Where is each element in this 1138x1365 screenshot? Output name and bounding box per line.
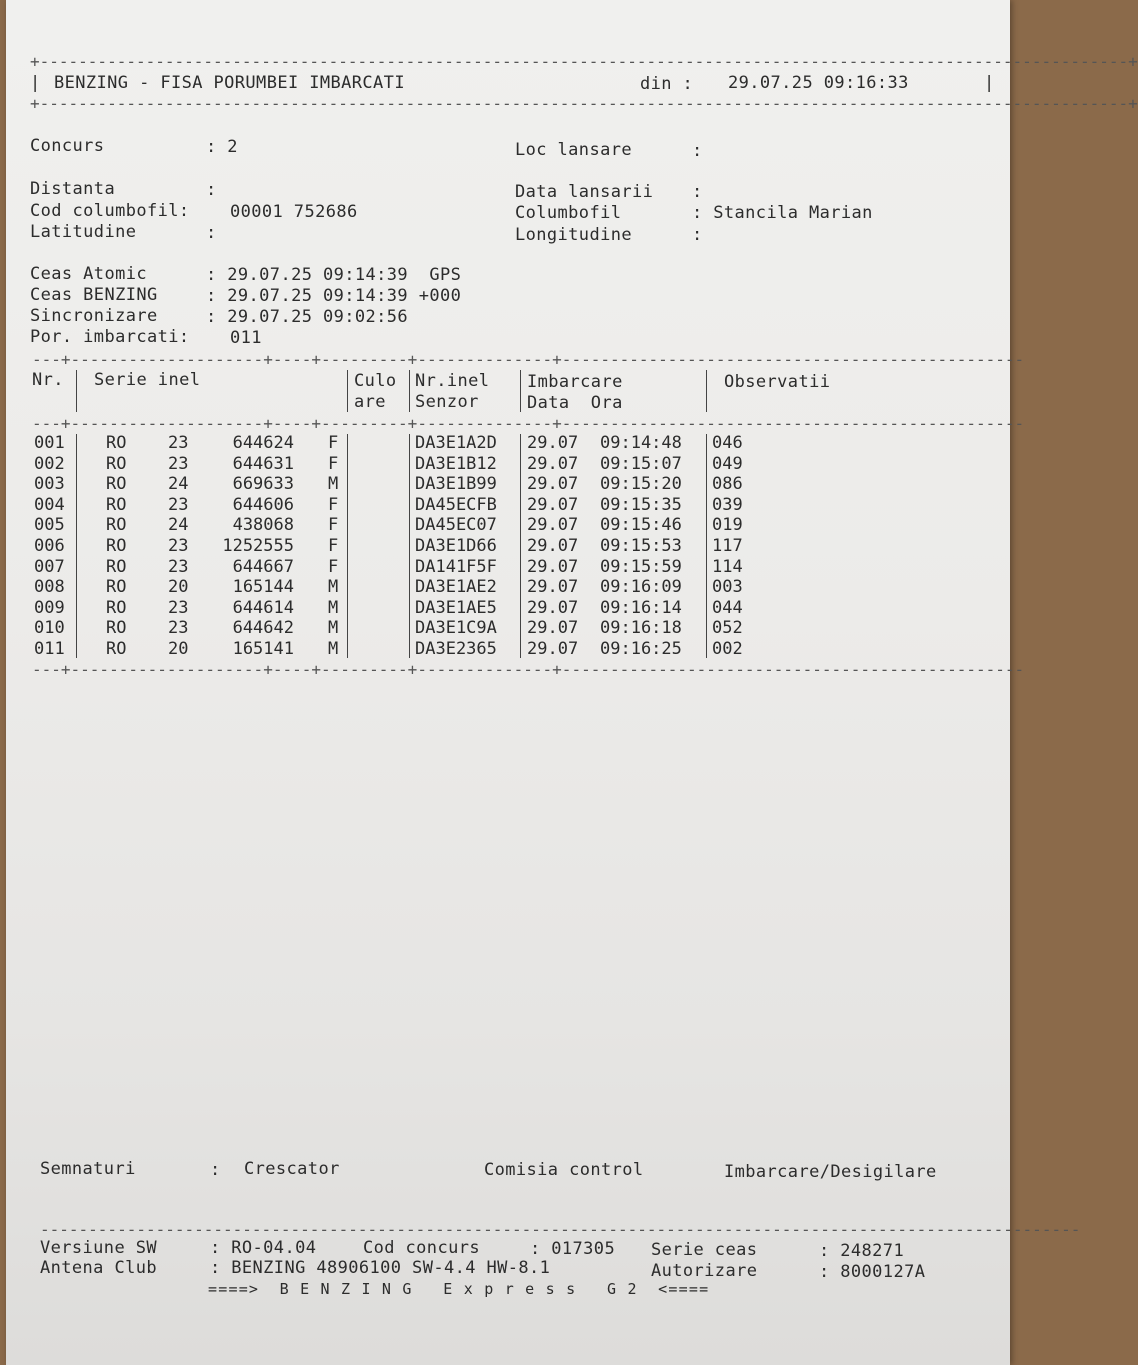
row-an: 23 — [168, 433, 189, 453]
row-senzor: DA3E1C9A — [415, 618, 497, 639]
row-observatii: 086 — [712, 474, 743, 495]
row-sex: F — [328, 536, 339, 556]
row-ora: 09:15:07 — [600, 453, 682, 474]
autorizare-label: Autorizare — [651, 1261, 758, 1281]
ceas-benzing-value: : 29.07.25 09:14:39 +000 — [206, 286, 462, 306]
row-an: 24 — [168, 515, 189, 536]
concurs-label: Concurs — [30, 136, 105, 156]
data-lansarii-value: : — [692, 182, 703, 202]
row-an: 23 — [168, 536, 189, 556]
din-timestamp: 29.07.25 09:16:33 — [728, 73, 909, 93]
row-senzor: DA3E1D66 — [415, 536, 497, 556]
row-observatii: 049 — [712, 453, 743, 474]
row-an: 20 — [168, 639, 189, 659]
footer-rule: ------------------------------------------------------------------------------------------------------------ — [40, 1220, 1081, 1239]
header-border-bottom: +-----------------------------------------------------------------------------------------------------------------+ — [30, 94, 1138, 113]
row-data: 29.07 — [527, 597, 579, 618]
row-observatii: 019 — [712, 515, 743, 536]
header-culoare-1: Culo — [354, 371, 397, 391]
row-ora: 09:15:35 — [600, 494, 682, 515]
autorizare-value: : 8000127A — [819, 1262, 926, 1282]
header-serie-inel: Serie inel — [94, 370, 201, 390]
col-sep-culoare — [409, 370, 410, 412]
col-sep-imbarcare — [706, 370, 707, 412]
row-nr: 010 — [34, 618, 65, 639]
row-data: 29.07 — [527, 639, 579, 659]
header-imbarcare-1: Imbarcare — [527, 372, 623, 392]
row-sex: F — [328, 433, 339, 453]
col-sep-nr-body — [76, 434, 77, 658]
row-nr: 002 — [34, 453, 65, 474]
latitudine-label: Latitudine — [30, 222, 137, 242]
row-an: 23 — [168, 597, 189, 618]
table-rule-bottom: ---+--------------------+----+---------+--------------+------------------------------------------------ — [32, 660, 1025, 679]
row-ora: 09:16:18 — [600, 618, 682, 639]
header-nr-inel-1: Nr.inel — [415, 371, 490, 391]
row-senzor: DA45ECFB — [415, 494, 497, 515]
row-data: 29.07 — [527, 433, 579, 453]
benzing-express-brand-line: ====> B E N Z I N G E x p r e s s G 2 <==== — [208, 1280, 710, 1298]
versiune-sw-label: Versiune SW — [40, 1238, 157, 1258]
header-observatii: Observatii — [724, 372, 831, 392]
row-senzor: DA3E1AE5 — [415, 597, 497, 618]
row-nr: 001 — [34, 433, 65, 453]
row-sex: F — [328, 515, 339, 536]
row-serie: 165141 — [232, 639, 294, 659]
row-tara: RO — [106, 639, 127, 659]
row-tara: RO — [106, 577, 127, 598]
header-nr: Nr. — [32, 370, 64, 390]
row-tara: RO — [106, 536, 127, 556]
row-serie: 644614 — [232, 597, 294, 618]
row-ora: 09:14:48 — [600, 433, 682, 453]
row-data: 29.07 — [527, 618, 579, 639]
por-imbarcati-label: Por. imbarcati: — [30, 327, 190, 347]
row-serie: 644631 — [232, 453, 294, 474]
header-right-bar: | — [984, 73, 995, 93]
col-sep-serie — [347, 370, 348, 412]
row-nr: 007 — [34, 556, 65, 577]
header-imbarcare-2: Data Ora — [527, 393, 623, 413]
longitudine-label: Longitudine — [515, 225, 632, 245]
row-serie: 438068 — [232, 515, 294, 536]
row-senzor: DA3E1A2D — [415, 433, 497, 453]
antena-club-value: : BENZING 48906100 SW-4.4 HW-8.1 — [210, 1258, 551, 1278]
row-nr: 008 — [34, 577, 65, 598]
sincronizare-label: Sincronizare — [30, 306, 158, 326]
printout-paper — [6, 0, 1138, 1365]
row-serie: 644624 — [232, 433, 294, 453]
row-nr: 005 — [34, 515, 65, 536]
longitudine-value: : — [692, 225, 703, 245]
din-label: din : — [640, 74, 694, 94]
row-nr: 011 — [34, 639, 65, 659]
row-sex: M — [328, 597, 339, 618]
distanta-label: Distanta — [30, 179, 116, 199]
row-data: 29.07 — [527, 556, 579, 577]
row-tara: RO — [106, 515, 127, 536]
row-serie: 644642 — [232, 618, 294, 639]
document-title: BENZING - FISA PORUMBEI IMBARCATI — [54, 73, 405, 93]
table-rule-top: ---+--------------------+----+---------+--------------+------------------------------------------------ — [32, 350, 1025, 369]
row-nr: 003 — [34, 474, 65, 495]
col-sep-culoare-body — [409, 434, 410, 658]
row-data: 29.07 — [527, 515, 579, 536]
row-tara: RO — [106, 597, 127, 618]
row-observatii: 117 — [712, 536, 743, 556]
row-sex: M — [328, 474, 339, 495]
row-sex: M — [328, 618, 339, 639]
semnaturi-sep: : — [210, 1160, 221, 1180]
signature-imbarcare-desigilare: Imbarcare/Desigilare — [724, 1162, 937, 1182]
loc-lansare-value: : — [692, 141, 703, 161]
row-data: 29.07 — [527, 577, 579, 598]
row-an: 23 — [168, 618, 189, 639]
row-sex: F — [328, 453, 339, 474]
row-sex: F — [328, 494, 339, 515]
header-culoare-2: are — [354, 392, 386, 412]
row-senzor: DA3E1B99 — [415, 474, 497, 495]
row-serie: 165144 — [232, 577, 294, 598]
row-tara: RO — [106, 453, 127, 474]
row-ora: 09:15:46 — [600, 515, 682, 536]
row-observatii: 003 — [712, 577, 743, 598]
row-observatii: 039 — [712, 494, 743, 515]
col-sep-imbarcare-body — [706, 434, 707, 658]
row-ora: 09:16:14 — [600, 597, 682, 618]
row-ora: 09:15:59 — [600, 556, 682, 577]
row-observatii: 052 — [712, 618, 743, 639]
row-sex: M — [328, 639, 339, 659]
row-an: 23 — [168, 494, 189, 515]
row-senzor: DA3E1B12 — [415, 453, 497, 474]
serie-ceas-value: : 248271 — [819, 1241, 905, 1261]
columbofil-value: : Stancila Marian — [692, 203, 873, 223]
row-sex: F — [328, 556, 339, 577]
row-data: 29.07 — [527, 474, 579, 495]
row-observatii: 114 — [712, 556, 743, 577]
columbofil-label: Columbofil — [515, 203, 622, 223]
row-data: 29.07 — [527, 453, 579, 474]
serie-ceas-label: Serie ceas — [651, 1240, 758, 1260]
row-tara: RO — [106, 556, 127, 577]
row-senzor: DA141F5F — [415, 556, 497, 577]
row-tara: RO — [106, 618, 127, 639]
row-observatii: 044 — [712, 597, 743, 618]
loc-lansare-label: Loc lansare — [515, 140, 632, 160]
ceas-atomic-value: : 29.07.25 09:14:39 GPS — [206, 265, 462, 285]
row-senzor: DA45EC07 — [415, 515, 497, 536]
table-rule-header: ---+--------------------+----+---------+--------------+------------------------------------------------ — [32, 414, 1025, 433]
distanta-value: : — [206, 180, 217, 200]
row-serie: 1252555 — [222, 536, 294, 556]
row-nr: 009 — [34, 597, 65, 618]
col-sep-senzor — [520, 370, 521, 412]
signature-comisia-control: Comisia control — [484, 1160, 644, 1180]
por-imbarcati-value: 011 — [230, 328, 262, 348]
row-an: 24 — [168, 474, 189, 495]
semnaturi-label: Semnaturi — [40, 1159, 136, 1179]
row-nr: 004 — [34, 494, 65, 515]
row-data: 29.07 — [527, 494, 579, 515]
row-observatii: 002 — [712, 639, 743, 659]
row-an: 23 — [168, 556, 189, 577]
data-lansarii-label: Data lansarii — [515, 182, 654, 202]
signature-crescator: Crescator — [244, 1159, 340, 1179]
header-border-top: +-----------------------------------------------------------------------------------------------------------------+ — [30, 52, 1138, 71]
ceas-atomic-label: Ceas Atomic — [30, 264, 147, 284]
row-tara: RO — [106, 474, 127, 495]
row-tara: RO — [106, 494, 127, 515]
col-sep-senzor-body — [520, 434, 521, 658]
col-sep-nr — [76, 370, 77, 412]
cod-concurs-label: Cod concurs — [363, 1238, 480, 1258]
cod-columbofil-label: Cod columbofil: — [30, 201, 190, 221]
row-an: 20 — [168, 577, 189, 598]
antena-club-label: Antena Club — [40, 1258, 157, 1278]
header-left-bar: | — [30, 73, 41, 93]
col-sep-serie-body — [347, 434, 348, 658]
row-ora: 09:16:25 — [600, 639, 682, 659]
row-observatii: 046 — [712, 433, 743, 453]
ceas-benzing-label: Ceas BENZING — [30, 285, 158, 305]
cod-concurs-value: : 017305 — [530, 1239, 616, 1259]
row-serie: 644606 — [232, 494, 294, 515]
row-ora: 09:15:20 — [600, 474, 682, 495]
header-nr-inel-2: Senzor — [415, 392, 479, 412]
versiune-sw-value: : RO-04.04 — [210, 1238, 317, 1258]
cod-columbofil-value: 00001 752686 — [230, 202, 358, 222]
latitudine-value: : — [206, 223, 217, 243]
row-ora: 09:15:53 — [600, 536, 682, 556]
sincronizare-value: : 29.07.25 09:02:56 — [206, 307, 409, 327]
row-senzor: DA3E1AE2 — [415, 577, 497, 598]
row-nr: 006 — [34, 536, 65, 556]
row-data: 29.07 — [527, 536, 579, 556]
row-senzor: DA3E2365 — [415, 639, 497, 659]
row-ora: 09:16:09 — [600, 577, 682, 598]
row-tara: RO — [106, 433, 127, 453]
row-an: 23 — [168, 453, 189, 474]
concurs-value: : 2 — [206, 137, 238, 157]
row-serie: 644667 — [232, 556, 294, 577]
row-sex: M — [328, 577, 339, 598]
row-serie: 669633 — [232, 474, 294, 495]
